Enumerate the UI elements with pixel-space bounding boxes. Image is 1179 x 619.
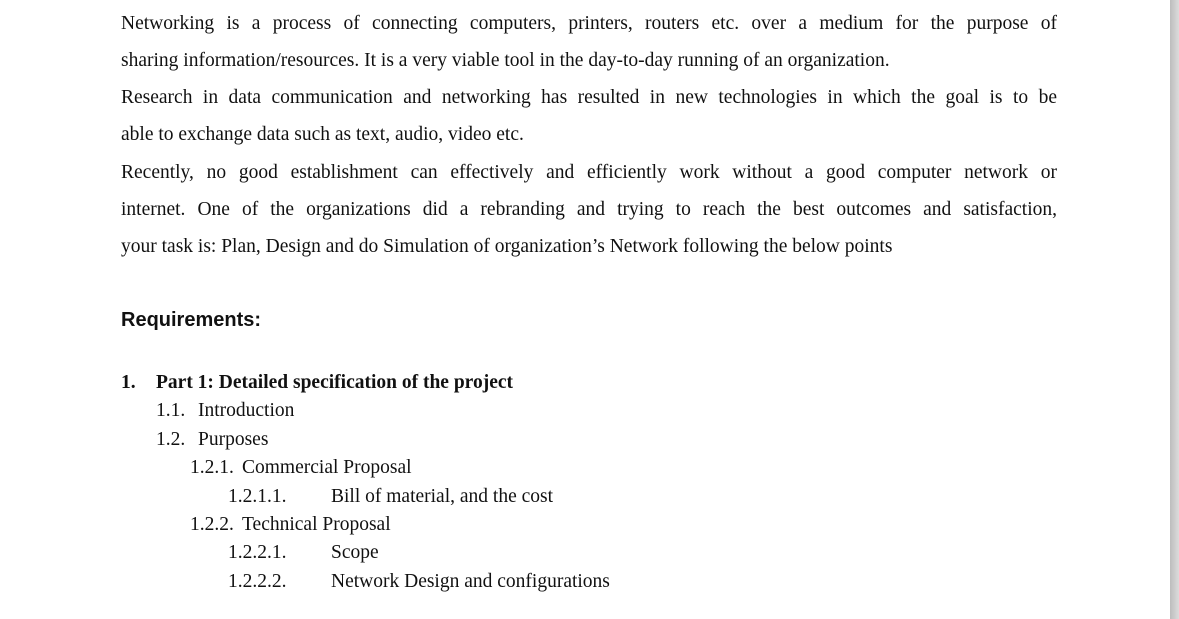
intro-line-6: internet. One of the organizations did a rebranding and trying to reach the best outcomes and satisfaction,	[121, 199, 1057, 220]
item-1-2-1-1-number: 1.2.1.1.	[228, 486, 287, 507]
requirements-heading: Requirements:	[121, 309, 262, 331]
item-1-2-2-1-number: 1.2.2.1.	[228, 542, 287, 563]
item-1-1-label: Introduction	[198, 400, 295, 421]
intro-line-3: Research in data communication and networking has resulted in new technologies in which the goal is to be	[121, 87, 1057, 108]
item-1-2-2-number: 1.2.2.	[190, 514, 234, 535]
item-1-2-2-2-label: Network Design and configurations	[331, 571, 610, 592]
part1-title: Part 1: Detailed specification of the project	[156, 372, 514, 393]
intro-line-1: Networking is a process of connecting computers, printers, routers etc. over a medium for the purpose of	[121, 13, 1057, 34]
item-1-2-1-number: 1.2.1.	[190, 457, 234, 478]
item-1-2-label: Purposes	[198, 429, 269, 450]
page-edge-shadow	[1170, 0, 1179, 619]
item-1-2-2-2-number: 1.2.2.2.	[228, 571, 287, 592]
part1-number: 1.	[121, 372, 136, 393]
item-1-2-1-1-label: Bill of material, and the cost	[331, 486, 554, 507]
intro-line-4: able to exchange data such as text, audio, video etc.	[121, 124, 524, 145]
intro-line-7: your task is: Plan, Design and do Simulation of organization’s Network following the below points	[121, 236, 893, 257]
intro-line-2: sharing information/resources. It is a very viable tool in the day-to-day running of an organization.	[121, 50, 890, 71]
item-1-2-2-1-label: Scope	[331, 542, 379, 563]
item-1-1-number: 1.1.	[156, 400, 186, 421]
item-1-2-2-label: Technical Proposal	[242, 514, 391, 535]
intro-line-5: Recently, no good establishment can effectively and efficiently work without a good computer network or	[121, 162, 1057, 183]
item-1-2-1-label: Commercial Proposal	[242, 457, 412, 478]
item-1-2-number: 1.2.	[156, 429, 186, 450]
